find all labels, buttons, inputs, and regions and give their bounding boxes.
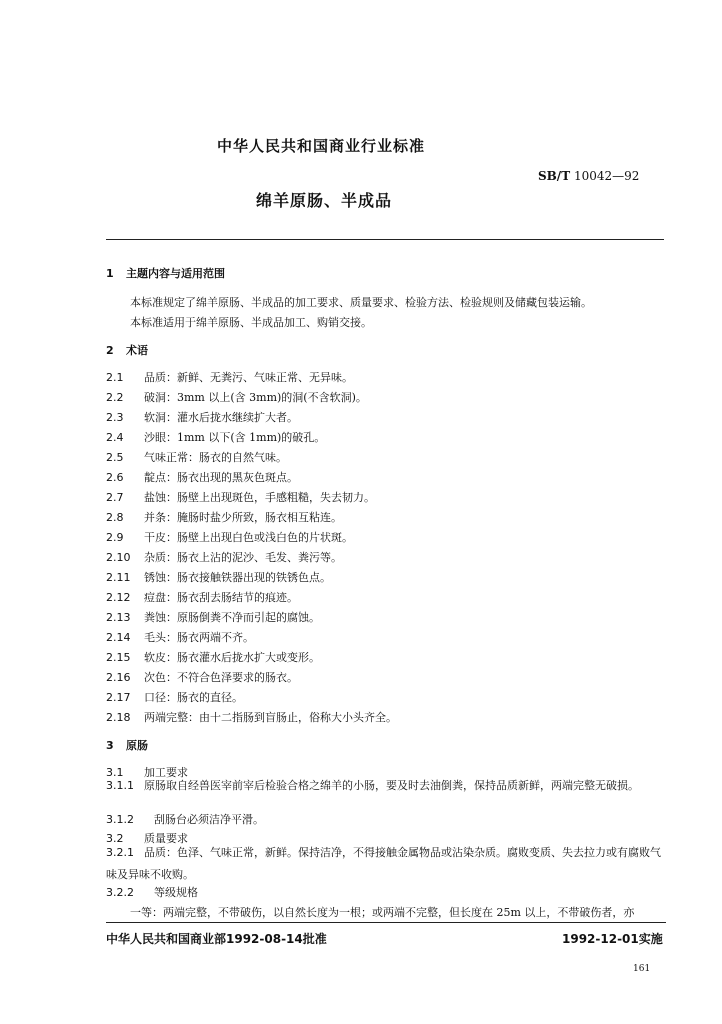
term-text: 破洞：3mm 以上(含 3mm)的洞(不含软洞)。 [144,391,367,404]
term-item [106,709,397,725]
term-number: 2.11 [106,571,131,584]
term-text: 毛头：肠衣两端不齐。 [144,631,254,644]
term-number: 2.15 [106,651,131,664]
section-title: 主题内容与适用范围 [126,267,225,280]
section-number: 3 [106,739,114,752]
term-item [106,689,243,705]
term-text: 口径：肠衣的直径。 [144,691,243,704]
header-divider [106,239,664,240]
clause-number: 3.1.1 [106,779,134,792]
clause-text: 质量要求 [144,832,188,845]
term-item [106,389,367,405]
implementation-date: 1992-12-01实施 [562,932,663,946]
standard-code [538,169,639,183]
term-text: 沙眼：1mm 以下(含 1mm)的破孔。 [144,431,326,444]
standard-prefix: SB/T [538,169,571,183]
document-title: 绵羊原肠、半成品 [256,191,393,210]
term-item [106,489,375,505]
clause-text: 原肠取自经兽医宰前宰后检验合格之绵羊的小肠，要及时去油倒粪，保持品质新鲜，两端完整无破损。 [144,779,639,792]
clause-text: 品质：色泽、气味正常，新鲜。保持洁净，不得接触金属物品或沾染杂质。腐败变质、失去拉力或有腐败气味及异味不收购。 [106,846,661,881]
clause-3-2-2 [106,884,198,900]
term-text: 软皮：肠衣灌水后拢水扩大或变形。 [144,651,320,664]
grade-1-text: 一等：两端完整，不带破伤，以自然长度为一根；或两端不完整，但长度在 25m 以上，不带破伤者，亦 [130,906,635,919]
term-number: 2.1 [106,371,124,384]
clause-number: 3.2.2 [106,886,134,899]
term-item [106,369,353,385]
term-text: 干皮：肠壁上出现白色或浅白色的片状斑。 [144,531,353,544]
clause-text: 刮肠台必须洁净平滑。 [154,813,264,826]
term-text: 并条：腌肠时盐少所致，肠衣相互粘连。 [144,511,342,524]
term-item [106,569,331,585]
term-text: 品质：新鲜、无粪污、气味正常、无异味。 [144,371,353,384]
term-text: 软洞：灌水后拢水继续扩大者。 [144,411,298,424]
term-item [106,429,325,445]
term-number: 2.18 [106,711,131,724]
term-item [106,669,298,685]
issuing-authority: 中华人民共和国商业行业标准 [217,137,426,155]
term-number: 2.2 [106,391,124,404]
clause-3-2-1-paragraph [106,842,668,886]
section-1-heading [106,265,225,281]
clause-number: 3.1 [106,766,124,779]
term-text: 杂质：肠衣上沾的泥沙、毛发、粪污等。 [144,551,342,564]
term-item [106,409,298,425]
section-1-paragraph: 本标准规定了绵羊原肠、半成品的加工要求、质量要求、检验方法、检验规则及储藏包装运输。 [130,296,592,309]
term-number: 2.12 [106,591,131,604]
term-number: 2.8 [106,511,124,524]
page-number: 161 [633,964,651,974]
term-item [106,649,320,665]
term-text: 气味正常：肠衣的自然气味。 [144,451,287,464]
term-text: 次色：不符合色泽要求的肠衣。 [144,671,298,684]
term-item [106,589,298,605]
term-number: 2.10 [106,551,131,564]
term-number: 2.16 [106,671,131,684]
term-text: 锈蚀：肠衣接触铁器出现的铁锈色点。 [144,571,331,584]
term-item [106,509,342,525]
term-text: 粪蚀：原肠倒粪不净而引起的腐蚀。 [144,611,320,624]
term-text: 盐蚀：肠壁上出现斑色，手感粗糙，失去韧力。 [144,491,375,504]
section-number: 2 [106,344,114,357]
section-2-heading [106,342,148,358]
term-number: 2.3 [106,411,124,424]
term-item [106,529,353,545]
term-number: 2.17 [106,691,131,704]
term-text: 靛点：肠衣出现的黑灰色斑点。 [144,471,298,484]
term-number: 2.5 [106,451,124,464]
term-number: 2.13 [106,611,131,624]
section-3-heading [106,737,148,753]
term-item [106,449,287,465]
footer-divider [106,922,666,923]
clause-number: 3.1.2 [106,813,134,826]
clause-number: 3.2.1 [106,846,134,859]
section-title: 原肠 [126,739,148,752]
clause-text: 加工要求 [144,766,188,779]
clause-3-1-2 [106,811,264,827]
term-number: 2.4 [106,431,124,444]
clause-number: 3.2 [106,832,124,845]
section-1-paragraph: 本标准适用于绵羊原肠、半成品加工、购销交接。 [130,316,372,329]
term-number: 2.7 [106,491,124,504]
term-number: 2.14 [106,631,131,644]
term-text: 两端完整：由十二指肠到盲肠止，俗称大小头齐全。 [144,711,397,724]
section-title: 术语 [126,344,148,357]
clause-3-1-1-paragraph [106,775,668,797]
term-text: 痘盘：肠衣刮去肠结节的痕迹。 [144,591,298,604]
section-number: 1 [106,267,114,280]
term-number: 2.9 [106,531,124,544]
clause-text: 等级规格 [154,886,198,899]
term-number: 2.6 [106,471,124,484]
term-item [106,629,254,645]
standard-number: 10042—92 [573,169,640,183]
term-item [106,469,298,485]
approval-note: 中华人民共和国商业部1992-08-14批准 [106,932,327,946]
term-item [106,549,342,565]
term-item [106,609,320,625]
